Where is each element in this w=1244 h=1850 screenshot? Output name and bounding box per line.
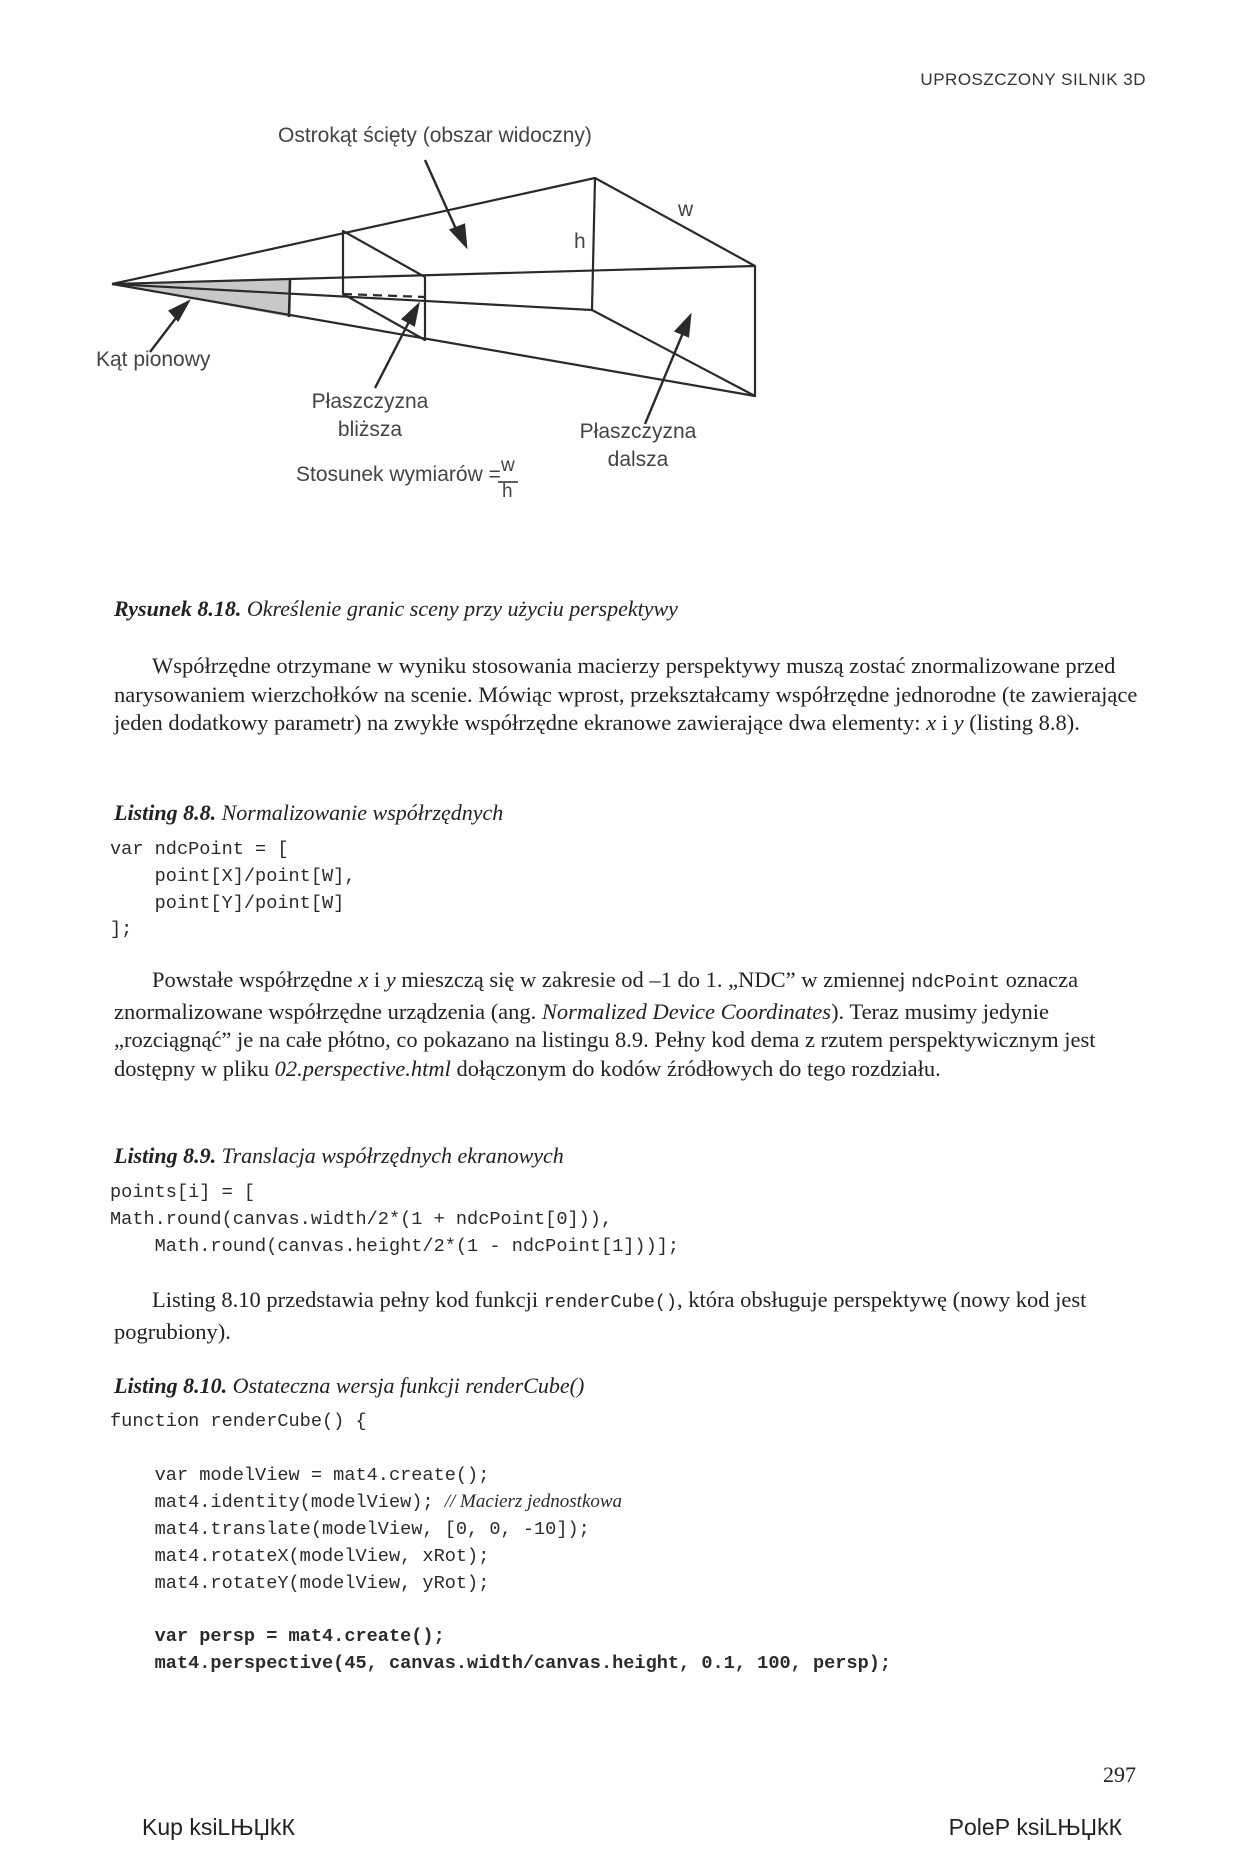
listing-title: Ostateczna wersja funkcji renderCube() [232,1373,585,1398]
perspective-frustum-figure [96,124,920,600]
p3-text: , która obsługuje perspektywę (nowy kod jest pogrubiony). [114,1287,1087,1344]
code-bold-text: var persp = mat4.create(); [110,1626,445,1648]
p2-text: dołączonym do kodów źródłowych do tego rozdziału. [450,1055,941,1081]
listing-number: Listing 8.8. [114,800,217,825]
fraction-numerator: w [501,455,515,476]
listing-8-8-code: var ndcPoint = [ point[X]/point[W], point[Y]/point[W] ]; [110,839,356,941]
code-comment: // Macierz jednostkowa [444,1491,623,1513]
width-label: w [678,198,694,221]
height-label: h [574,230,586,253]
listing-8-10-code [110,1409,891,1678]
var-x: x [358,967,369,992]
listing-8-10-heading [114,1373,584,1399]
near-plane-label [310,388,430,444]
paragraph-3 [114,1286,1144,1346]
p2-text: mieszczą się w zakresie od –1 do 1. „NDC” w zmiennej [395,967,912,992]
frustum-edge [112,266,755,284]
p2-text: i [368,967,386,992]
caption-text: Określenie granic sceny przy użyciu perspektywy [246,596,678,621]
code-line [110,1489,891,1517]
paragraph-1-end: (listing 8.8). [963,710,1080,736]
code-line: var modelView = mat4.create(); [110,1464,490,1486]
code-line: mat4.rotateY(modelView, yRot); [110,1572,490,1594]
frustum-label: Ostrokąt ścięty (obszar widoczny) [278,124,592,147]
conj: i [936,710,954,736]
code-line-bold [110,1651,891,1678]
running-header: UPROSZCZONY SILNIK 3D [920,70,1146,89]
var-y: y [953,710,964,736]
far-plane-label-line1: Płaszczyzna [579,420,697,443]
near-plane-arrow [375,316,412,388]
p2-filename: 02.perspective.html [274,1055,451,1081]
code-bold-text: mat4.perspective(45, canvas.width/canvas.height, 0.1, 100, persp); [110,1653,892,1675]
figure-caption [114,596,678,622]
var-y: y [385,967,396,992]
frustum-edge [112,178,595,284]
p3-text: Listing 8.10 przedstawia pełny kod funkcji [152,1287,544,1312]
listing-8-9-heading [114,1143,564,1169]
listing-title: Normalizowanie współrzędnych [221,800,504,825]
code-line: function renderCube() { [110,1411,367,1432]
p2-text: Powstałe współrzędne [152,967,359,992]
near-plane-label-line1: Płaszczyzna [311,390,429,413]
inline-code: renderCube() [543,1292,678,1313]
far-plane-arrow [645,328,685,424]
p2-text: oznacza znormalizowane współrzędne urządzenia (ang. [114,967,1079,1024]
listing-8-8-heading [114,800,503,826]
code-line: mat4.translate(modelView, [0, 0, -10]); [110,1519,590,1541]
code-text: mat4.identity(modelView); [110,1492,445,1514]
code-blank-line [110,1598,891,1625]
paragraph-1-text: Współrzędne otrzymane w wyniku stosowania macierzy perspektywy muszą zostać znormalizowane przed narysowaniem wierzchołków na scenie. Mówiąc wprost, przekształcamy współrzędne jednorodne (te zawierające jeden dodatkowy parametr) na zwykłe współrzędne ekranowe zawierające dwa elementy: [114,653,1138,736]
frustum-diagram [100,130,920,600]
code-blank-line [110,1436,891,1463]
far-plane-label [578,418,698,474]
fraction-denominator: h [502,481,513,502]
caption-number: Rysunek 8.18. [114,596,242,621]
listing-number: Listing 8.9. [114,1143,217,1168]
p2-text: ). Teraz musimy jedynie „rozciągnąć” je na całe płótno, co pokazano na listingu 8.9. Pełny kod dema z rzutem perspektywicznym jest dostępny w pliku [114,998,1096,1081]
page-number: 297 [1103,1762,1136,1787]
code-line-bold [110,1624,891,1651]
frustum-label-arrow [425,160,460,238]
listing-8-9-code: points[i] = [ Math.round(canvas.width/2*(1 + ndcPoint[0])), Math.round(canvas.height/2*(1 - ndcPoint[1]))]; [110,1182,680,1257]
far-plane-label-line2: dalsza [607,448,669,471]
code-line: mat4.rotateX(modelView, xRot); [110,1545,490,1567]
footer-recommend-link[interactable]: PoleР ksiLЊЏkК [948,1814,1122,1840]
listing-title: Translacja współrzędnych ekranowych [221,1143,564,1168]
vertical-angle-label: Kąt pionowy [96,348,211,371]
p2-emphasis: Normalized Device Coordinates [541,998,832,1024]
inline-code: ndcPoint [911,972,1000,993]
paragraph-1 [114,652,1144,738]
near-plane-label-line2: bliższa [337,418,403,441]
aspect-ratio-label: Stosunek wymiarów = [296,463,501,486]
far-plane [592,178,755,396]
listing-number: Listing 8.10. [114,1373,228,1398]
paragraph-2 [114,966,1144,1083]
footer-buy-link[interactable]: Kup ksiLЊЏkК [142,1814,295,1840]
var-x: x [926,710,937,736]
